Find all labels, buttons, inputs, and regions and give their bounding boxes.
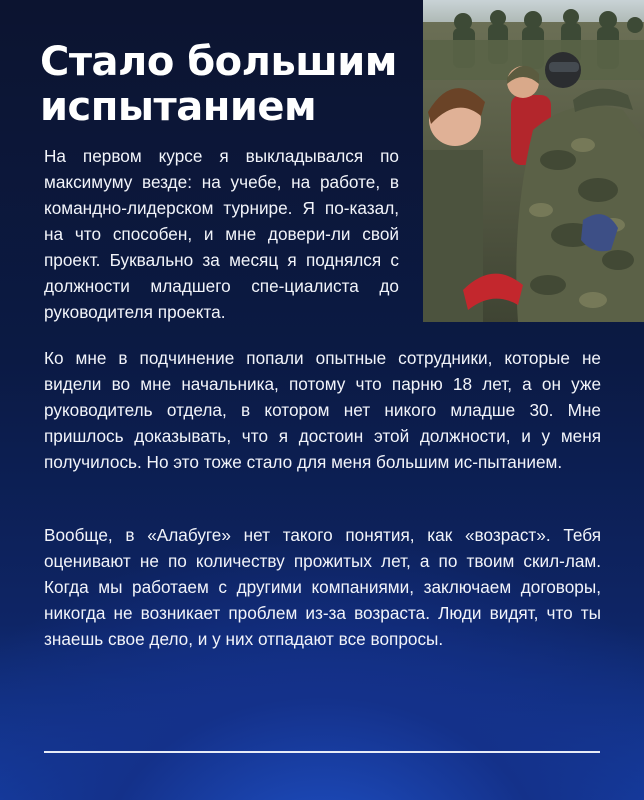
photo-students-in-camouflage (423, 0, 644, 322)
paragraph-subordinates: Ко мне в подчинение попали опытные сотрудники, которые не видели во мне начальника, потому что парню 18 лет, а он уже руководитель отдела, в котором нет никого младше 30. Мне пришлось доказывать, что я достоин этой должности, и у меня получилось. Но это тоже стало для меня большим ис-пытанием. (44, 348, 601, 472)
bottom-divider (44, 751, 600, 753)
page-title: Стало большим испытанием (40, 39, 397, 130)
paragraph-first-year: На первом курсе я выкладывался по максимуму везде: на учебе, на работе, в командно-лидерском турнире. Я по-казал, на что способен, и мне довери-ли свой проект. Буквально за месяц я поднялся с должности младшего спе-циалиста до руководителя проекта. (44, 146, 399, 322)
paragraph-age: Вообще, в «Алабуге» нет такого понятия, как «возраст». Тебя оценивают не по количеству прожитых лет, а по твоим скил-лам. Когда мы работаем с другими компаниями, заключаем договоры, никогда не возникает проблем из-за возраста. Люди видят, что ты знаешь свое дело, и у них отпадают все вопросы. (44, 525, 601, 649)
